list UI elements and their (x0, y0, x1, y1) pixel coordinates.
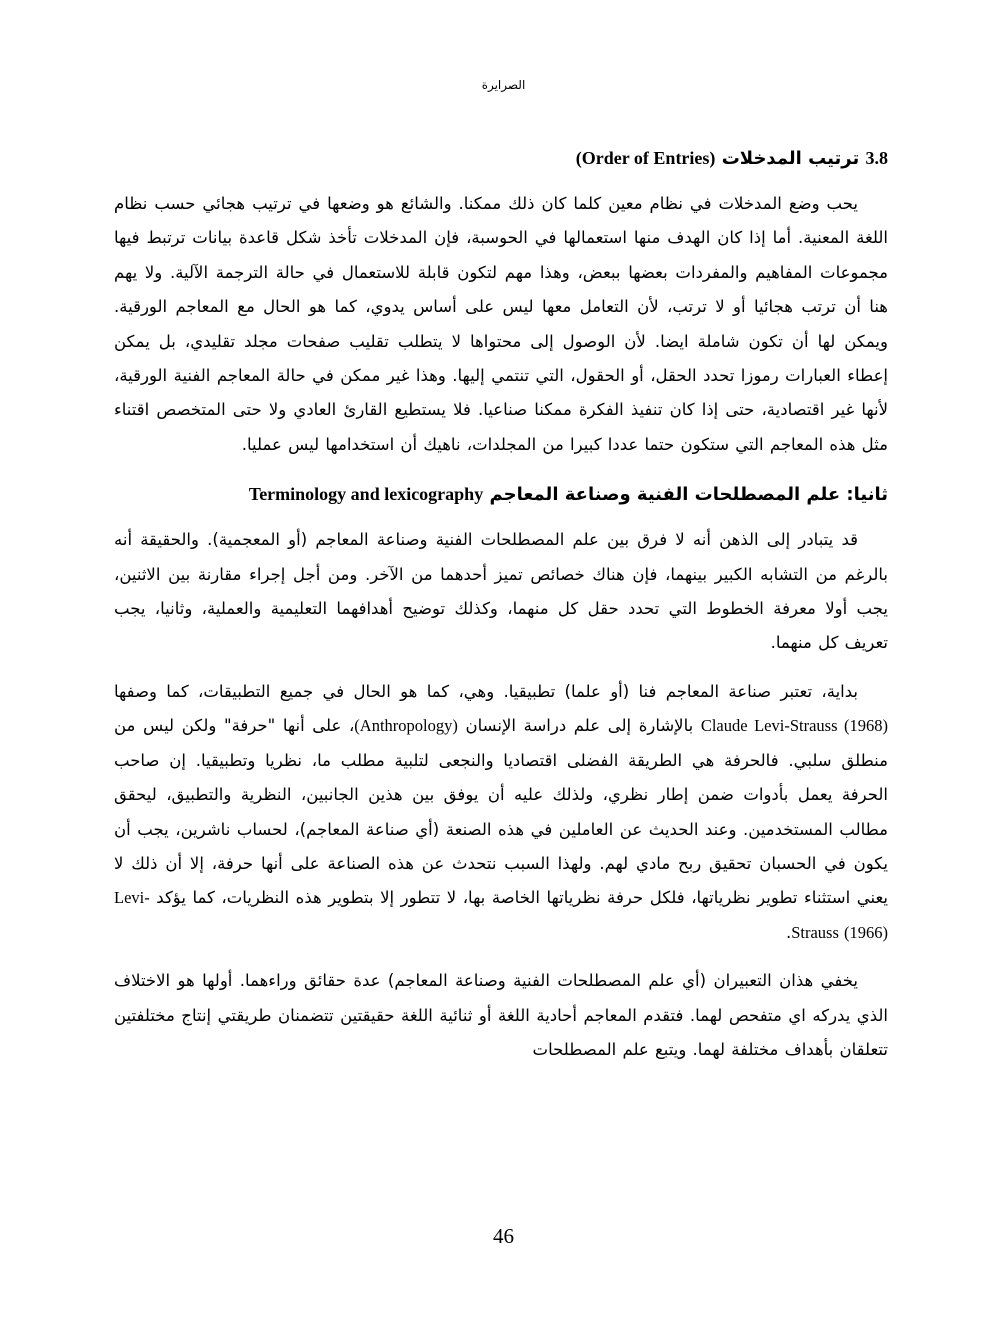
citation: (Anthropology) (354, 716, 458, 736)
citation: Levi-Strauss (1966) (114, 888, 888, 942)
citation: Claude Levi-Strauss (1968) (700, 716, 888, 736)
paragraph-order-of-entries: يحب وضع المدخلات في نظام معين كلما كان ذلك ممكنا. والشائع هو وضعها في ترتيب هجائي حسب نظام اللغة المعنية. أما إذا كان الهدف منها استعمالها في الحوسبة، فإن المدخلات تأخذ شكل قاعدة بيانات ترتبط فيها مجموعات المفاهيم والمفردات بعضها ببعض، وهذا مهم لتكون قابلة للاستعمال في حالة الترجمة الآلية. ولا يهم هنا أن ترتب هجائيا أو لا ترتب، لأن التعامل معها ليس على أساس يدوي، كما هو الحال مع المعاجم الورقية. ويمكن لها أن تكون شاملة ايضا. لأن الوصول إلى محتواها لا يتطلب تقليب صفحات مجلد تقليدي، بل يمكن إعطاء العبارات رموزا تحدد الحقل، أو الحقول، التي تنتمي إليها. وهذا غير ممكن في حالة المعاجم الفنية الورقية، لأنها غير اقتصادية، حتى إذا كان تنفيذ الفكرة ممكنا صناعيا. فلا يستطيع القارئ العادي ولا حتى المتخصص اقتناء مثل هذه المعاجم التي ستكون حتما عددا كبيرا من المجلدات، ناهيك أن استخدامها ليس عمليا. (114, 194, 888, 454)
section-title-arabic: ثانيا: علم المصطلحات الفنية وصناعة المعاجم (489, 484, 888, 506)
page-number: 46 (493, 1224, 514, 1248)
paragraph-end: . (785, 922, 792, 942)
page-content (114, 140, 888, 1081)
section-title-english: Terminology and lexicography (248, 484, 484, 505)
section-title-arabic: ترتيب المدخلات (721, 148, 860, 169)
paragraph-text: ، على أنها "حرفة" ولكن ليس من منطلق سلبي. فالحرفة هي الطريقة الفضلى اقتصاديا والنجعى لتلبية مطلب ما، نظريا وتطبيقيا. إن صاحب الحرفة يعمل بأدوات ضمن إطار نظري، ولذلك عليه أن يوفق بين هذين الجانبين، النظرية والتطبيق، ليحقق مطالب المستخدمين. وعند الحديث عن العاملين في هذه الصنعة (أي صناعة المعاجم)، لحساب ناشرين، يجب أن يكون في الحسبان تحقيق ربح مادي لهم. ولهذا السبب نتحدث عن هذه الصناعة على أنها حرفة، إلا أن ذلك لا يعني استثناء تطوير نظرياتها، فلكل حرفة نظرياتها الخاصة بها، لا تتطور إلا بتطوير هذه النظريات، كما يؤكد (114, 716, 888, 908)
running-header: الصرايرة (481, 78, 526, 92)
paragraph-two-expressions: يخفي هذان التعبيران (أي علم المصطلحات الفنية وصناعة المعاجم) عدة حقائق وراءهما. أولها هو الاختلاف الذي يدركه اي متفحص لهما. فتقدم المعاجم أحادية اللغة أو ثنائية اللغة حقيقتين تتضمنان طريقتي إنتاج مختلفتين تتعلقان بأهداف مختلفة لهما. ويتبع علم المصطلحات (114, 971, 888, 1059)
section-title-english: (Order of Entries) (575, 148, 716, 168)
section-heading-terminology (114, 476, 888, 513)
paragraph-text: بالإشارة إلى علم دراسة الإنسان (465, 716, 694, 736)
paragraph-terminology-intro: قد يتبادر إلى الذهن أنه لا فرق بين علم المصطلحات الفنية وصناعة المعاجم (أو المعجمية). والحقيقة أنه بالرغم من التشابه الكبير بينهما، فإن هناك خصائص تميز أحدهما من الآخر. ومن أجل إجراء مقارنة بين الاثنين، يجب أولا معرفة الخطوط التي تحدد حقل كل منهما، وكذلك توضيح أهدافهما التعليمية والعملية، وثانيا، يجب تعريف كل منهما. (114, 530, 888, 653)
paragraph-lexicography-craft (114, 675, 888, 950)
paragraph-text: بداية، تعتبر صناعة المعاجم فنا (أو علما) تطبيقيا. وهي، كما هو الحال في جميع التطبيقات، كما وصفها (114, 681, 858, 701)
section-heading-3-8 (114, 140, 888, 177)
section-number: 3.8 (865, 148, 888, 168)
